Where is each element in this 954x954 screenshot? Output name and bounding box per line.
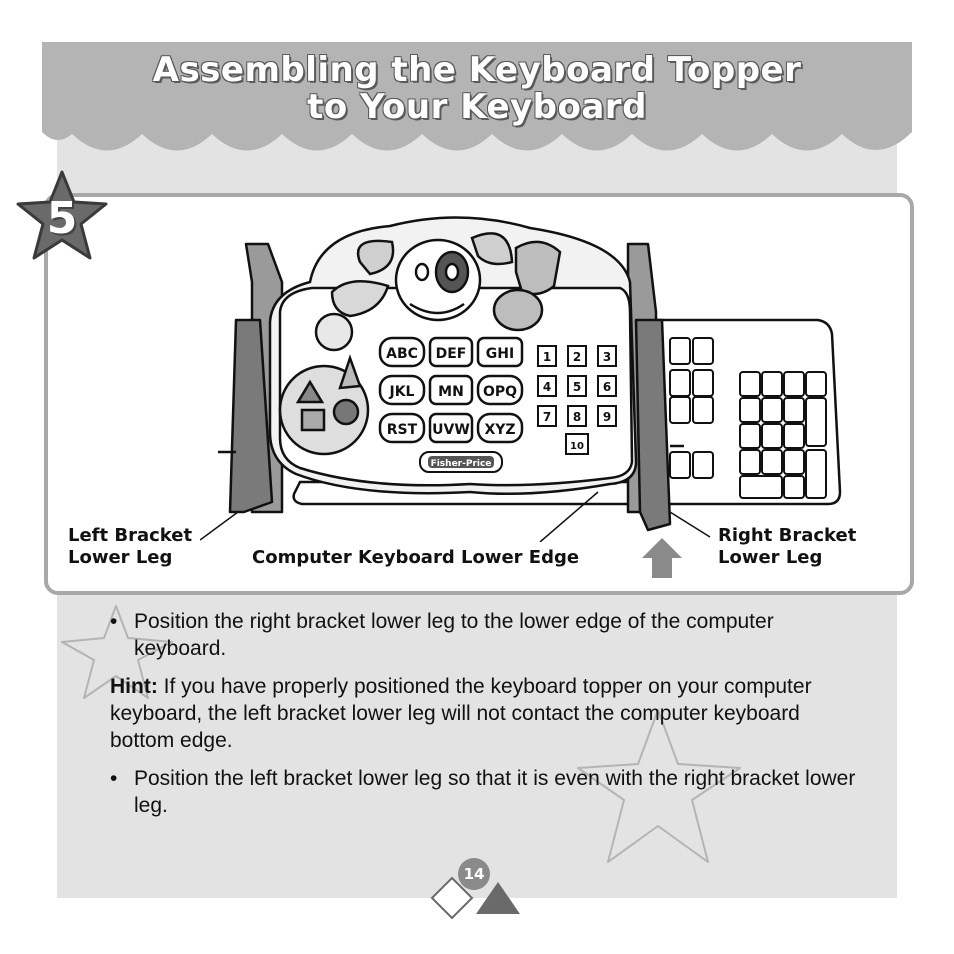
key-ghi (478, 338, 522, 366)
num-label: 8 (572, 410, 582, 424)
key-xyz (478, 414, 522, 442)
instruction-bullet-2 (96, 765, 856, 819)
num-label: 6 (602, 380, 612, 394)
brand-logo-text: Fisher-Price (430, 459, 492, 469)
brand-plate (420, 452, 502, 472)
key-label: OPQ (482, 384, 518, 400)
num-key-10 (566, 434, 588, 454)
key-label: MN (438, 384, 464, 400)
num-key-9 (598, 406, 616, 426)
bullet-2-text: Position the left bracket lower leg so that it is even with the right bracket lower leg. (134, 767, 856, 817)
key-rst (380, 414, 424, 442)
num-label: 7 (542, 410, 552, 424)
key-label: GHI (485, 346, 515, 362)
bullet-1-text: Position the right bracket lower leg to the lower edge of the computer keyboard. (134, 610, 774, 660)
title-line-1: Assembling the Keyboard Topper (152, 50, 802, 90)
page-number: 14 (463, 865, 485, 883)
instructions (96, 608, 856, 830)
step-number: 5 (46, 192, 78, 244)
key-label: RST (386, 422, 418, 438)
key-label: DEF (435, 346, 467, 362)
num-label: 9 (602, 410, 612, 424)
num-label: 10 (570, 441, 584, 452)
key-label: ABC (386, 346, 418, 362)
num-key-6 (598, 376, 616, 396)
title-line-2: to Your Keyboard (307, 87, 647, 127)
key-opq (478, 376, 522, 404)
hint-text: If you have properly positioned the keyboard topper on your computer keyboard, the left bracket lower leg will not contact the computer keyboard bottom edge. (110, 675, 812, 752)
key-uvw (430, 414, 472, 442)
num-label: 2 (572, 350, 582, 364)
num-key-8 (568, 406, 586, 426)
page-title (42, 52, 912, 126)
num-key-4 (538, 376, 556, 396)
key-label: XYZ (484, 422, 516, 438)
letter-keys (380, 338, 522, 442)
key-label: UVW (432, 422, 470, 438)
num-key-5 (568, 376, 586, 396)
label-right-bracket: Right Bracket Lower Leg (718, 525, 857, 568)
bullet-dot: • (110, 767, 118, 790)
hint-paragraph (96, 673, 856, 754)
num-key-1 (538, 346, 556, 366)
key-label: JKL (389, 384, 415, 400)
key-abc (380, 338, 424, 366)
label-left-bracket: Left Bracket Lower Leg (68, 525, 193, 568)
hint-label: Hint: (110, 675, 158, 698)
num-key-2 (568, 346, 586, 366)
num-label: 3 (602, 350, 612, 364)
up-arrow-icon (640, 536, 684, 580)
key-jkl (380, 376, 424, 404)
num-label: 1 (542, 350, 552, 364)
key-def (430, 338, 472, 366)
instruction-bullet-1 (96, 608, 856, 662)
num-label: 5 (572, 380, 582, 394)
num-label: 4 (542, 380, 552, 394)
num-key-3 (598, 346, 616, 366)
num-key-7 (538, 406, 556, 426)
bullet-dot: • (110, 610, 118, 633)
key-mn (430, 376, 472, 404)
keyboard-topper-illustration (200, 212, 880, 542)
label-keyboard-edge: Computer Keyboard Lower Edge (252, 547, 580, 568)
